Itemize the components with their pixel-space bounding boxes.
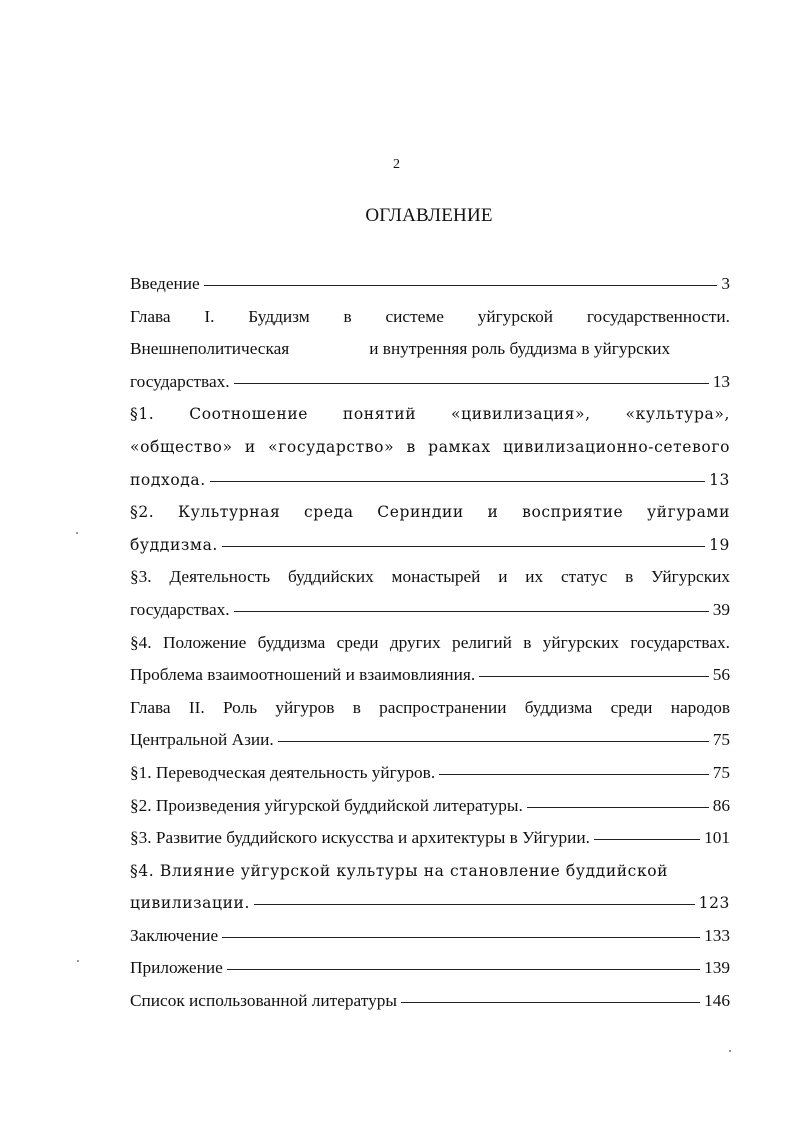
toc-entry-section-1-4-line-1: §4. Положение буддизма среди других религий в уйгурских государствах.: [130, 632, 730, 652]
entry-text: Приложение: [130, 958, 223, 978]
toc-entry-section-1-1-line-3: [130, 464, 730, 497]
leader-line: [210, 481, 705, 482]
entry-text: государствах.: [130, 599, 230, 619]
toc-entry-section-2-2: [130, 790, 730, 823]
entry-text: подхода.: [130, 470, 206, 489]
toc-entry-section-2-3: [130, 822, 730, 855]
scan-speck: [76, 532, 78, 534]
entry-page: 3: [721, 274, 730, 293]
table-of-contents: [130, 268, 730, 1018]
entry-page: 75: [712, 762, 730, 782]
entry-page: 123: [698, 894, 730, 913]
toc-entry-section-2-4-line-1: §4. Влияние уйгурской культуры на становление буддийской: [130, 861, 669, 880]
toc-entry-section-1-4-line-2: [130, 659, 730, 692]
toc-entry-chapter-1-line-3: [130, 366, 730, 399]
entry-page: 101: [704, 828, 730, 848]
leader-line: [227, 969, 700, 970]
entry-text: §3. Развитие буддийского искусства и архитектуры в Уйгурии.: [130, 828, 590, 848]
page-number: 2: [393, 157, 400, 172]
leader-line: [479, 676, 709, 677]
leader-line: [401, 1002, 700, 1003]
leader-line: [222, 546, 705, 547]
toc-entry-conclusion: [130, 920, 730, 953]
entry-text: Введение: [130, 274, 200, 293]
entry-text: буддизма.: [130, 535, 218, 554]
entry-text: Внешнеполитическая: [130, 339, 290, 359]
toc-entry-section-1-2-line-1: §2. Культурная среда Сериндии и восприятие уйгурами: [130, 503, 730, 522]
leader-line: [439, 774, 709, 775]
toc-entry-section-1-3-line-1: §3. Деятельность буддийских монастырей и их статус в Уйгурских: [130, 567, 730, 587]
entry-page: 13: [712, 371, 730, 391]
leader-line: [527, 807, 709, 808]
toc-entry-chapter-2-line-1: Глава II. Роль уйгуров в распространении буддизма среди народов: [130, 697, 730, 717]
toc-entry-chapter-1-line-2: [130, 333, 730, 366]
leader-line: [234, 383, 709, 384]
entry-page: 39: [712, 599, 730, 619]
entry-page: 19: [709, 535, 730, 554]
toc-entry-references: [130, 985, 730, 1018]
entry-text: Проблема взаимоотношений и взаимовлияния.: [130, 665, 476, 685]
toc-entry-section-1-3-line-2: [130, 594, 730, 627]
entry-text: §2. Произведения уйгурской буддийской литературы.: [130, 795, 523, 815]
leader-line: [278, 741, 709, 742]
toc-entry-section-1-1-line-2: «общество» и «государство» в рамках цивилизационно-сетевого: [130, 437, 730, 456]
toc-entry-appendix: [130, 952, 730, 985]
toc-title: ОГЛАВЛЕНИЕ: [365, 205, 493, 226]
entry-page: 75: [712, 730, 730, 750]
entry-page: 13: [709, 470, 730, 489]
entry-page: 86: [712, 795, 730, 815]
entry-text: и внутренняя роль буддизма в уйгурских: [369, 339, 671, 359]
toc-entry-section-2-4-line-2: [130, 887, 730, 920]
entry-page: 56: [712, 665, 730, 685]
entry-text: §1. Переводческая деятельность уйгуров.: [130, 762, 436, 782]
scan-speck: [729, 1050, 731, 1052]
entry-page: 146: [704, 991, 730, 1011]
entry-page: 139: [704, 958, 730, 978]
toc-entry-chapter-2-line-2: [130, 724, 730, 757]
entry-text: государствах.: [130, 371, 230, 391]
scan-speck: [77, 960, 79, 962]
toc-entry-chapter-1-line-1: Глава I. Буддизм в системе уйгурской государственности.: [130, 306, 730, 326]
leader-line: [254, 904, 695, 905]
toc-entry-section-1-1-line-1: §1. Соотношение понятий «цивилизация», «культура»,: [130, 405, 730, 424]
toc-entry-section-1-2-line-2: [130, 529, 730, 562]
toc-entry-introduction: [130, 268, 730, 301]
entry-text: Центральной Азии.: [130, 730, 274, 750]
leader-line: [222, 937, 700, 938]
entry-text: Список использованной литературы: [130, 991, 397, 1011]
leader-line: [204, 285, 718, 286]
leader-line: [234, 611, 709, 612]
entry-text: цивилизации.: [130, 894, 250, 913]
entry-page: 133: [704, 925, 730, 945]
toc-entry-section-2-1: [130, 757, 730, 790]
entry-text: Заключение: [130, 925, 219, 945]
leader-line: [594, 839, 700, 840]
